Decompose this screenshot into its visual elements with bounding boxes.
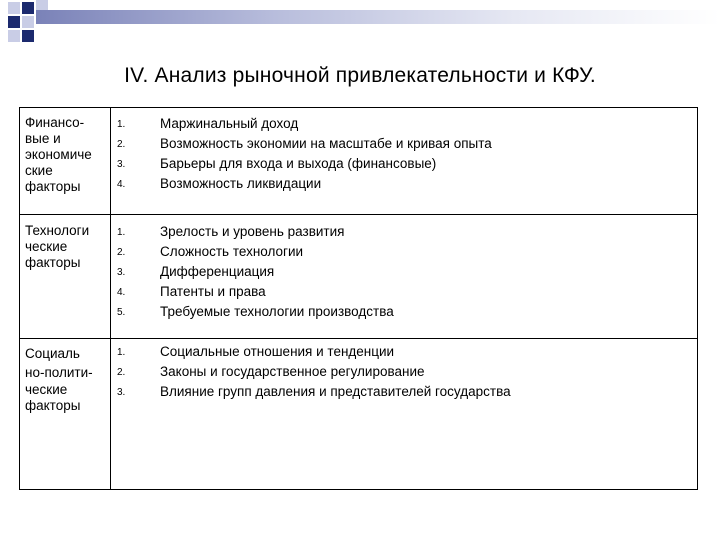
item-number: 5. <box>117 307 126 318</box>
item-text: Возможность ликвидации <box>160 176 322 191</box>
category-technological <box>25 223 109 271</box>
item-text: Патенты и права <box>160 284 266 299</box>
category-line: ческие <box>25 239 68 254</box>
factor-list <box>117 114 692 194</box>
list-item <box>117 222 692 242</box>
item-text: Дифференциация <box>160 264 275 279</box>
category-sociopolitical <box>25 344 109 414</box>
category-line: экономиче <box>25 147 92 162</box>
item-number: 1. <box>117 227 126 238</box>
decor-square <box>36 0 48 10</box>
item-number: 3. <box>117 159 126 170</box>
slide-title: IV. Анализ рыночной привлекательности и КФУ. <box>124 64 596 88</box>
item-text: Требуемые технологии производства <box>160 304 394 319</box>
decor-square <box>8 16 20 28</box>
list-item <box>117 114 692 134</box>
list-item <box>117 342 692 362</box>
item-text: Барьеры для входа и выхода (финансовые) <box>160 156 437 171</box>
item-text: Законы и государственное регулирование <box>160 364 425 379</box>
list-item <box>117 382 692 402</box>
item-text: Влияние групп давления и представителей государства <box>160 384 511 399</box>
category-line: ческие <box>25 382 68 397</box>
item-number: 2. <box>117 139 126 150</box>
list-item <box>117 134 692 154</box>
item-number: 3. <box>117 387 126 398</box>
list-item <box>117 242 692 262</box>
item-text: Сложность технологии <box>160 244 304 259</box>
factor-list <box>117 342 692 402</box>
item-number: 2. <box>117 247 126 258</box>
decor-square <box>8 2 20 14</box>
item-number: 1. <box>117 119 126 130</box>
factor-list <box>117 222 692 322</box>
list-item <box>117 362 692 382</box>
header-bar <box>36 10 720 24</box>
decor-square <box>22 30 34 42</box>
list-item <box>117 154 692 174</box>
row-divider <box>20 214 697 215</box>
item-text: Социальные отношения и тенденции <box>160 344 395 359</box>
category-financial <box>25 115 109 195</box>
list-item <box>117 174 692 194</box>
decor-square <box>22 2 34 14</box>
list-item <box>117 282 692 302</box>
column-divider <box>110 108 111 489</box>
item-number: 1. <box>117 347 126 358</box>
item-text: Маржинальный доход <box>160 116 299 131</box>
item-number: 4. <box>117 287 126 298</box>
item-number: 3. <box>117 267 126 278</box>
item-number: 2. <box>117 367 126 378</box>
category-line: но-полити- <box>25 365 93 380</box>
category-line: факторы <box>25 179 81 194</box>
category-line: вые и <box>25 131 61 146</box>
item-text: Возможность экономии на масштабе и кривая опыта <box>160 136 492 151</box>
category-line: Финансо- <box>25 115 85 130</box>
category-line: ские <box>25 163 53 178</box>
category-line: Социаль <box>25 346 80 361</box>
decor-square <box>22 16 34 28</box>
item-text: Зрелость и уровень развития <box>160 224 345 239</box>
row-divider <box>20 338 697 339</box>
category-line: факторы <box>25 398 81 413</box>
factors-table <box>19 107 698 490</box>
list-item <box>117 302 692 322</box>
item-number: 4. <box>117 179 126 190</box>
decor-square <box>8 30 20 42</box>
category-line: Технологи <box>25 223 90 238</box>
category-line: факторы <box>25 255 81 270</box>
list-item <box>117 262 692 282</box>
